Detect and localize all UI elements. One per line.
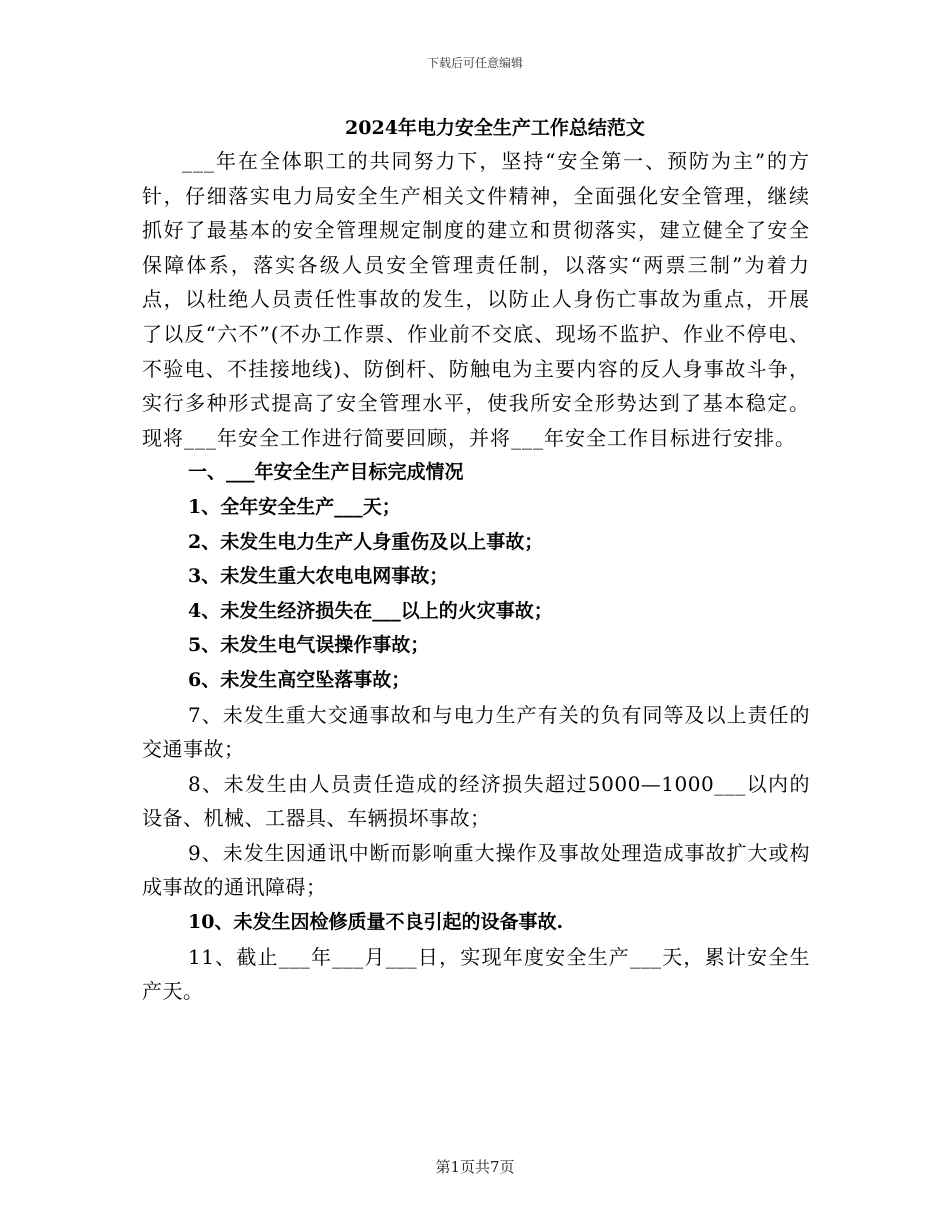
list-item: 11、截止___年___月___日，实现年度安全生产___天，累计安全生产天。 (142, 944, 810, 1004)
list-item: 6、未发生高空坠落事故； (188, 668, 411, 691)
document-title: 2024年电力安全生产工作总结范文 (345, 117, 645, 139)
list-item: 10、未发生因检修质量不良引起的设备事故. (188, 911, 564, 934)
intro-paragraph: ___年在全体职工的共同努力下，坚持“安全第一、预防为主”的方针，仔细落实电力局安全生产相关文件精神，全面强化安全管理，继续抓好了最基本的安全管理规定制度的建立和贯彻落实，建立健全了安全保障体系，落实各级人员安全管理责任制，以落实“两票三制”为着力点，以杜绝人员责任性事故的发生，以防止人身伤亡事故为重点，开展了以反“六不”(不办工作票、作业前不交底、现场不监护、作业不停电、不验电、不挂接地线)、防倒杆、防触电为主要内容的反人身事故斗争，实行多种形式提高了安全管理水平，使我所安全形势达到了基本稳定。现将___年安全工作进行简要回顾，并将___年安全工作目标进行安排。 (142, 149, 810, 450)
page-footer: 第1页共7页 (435, 1158, 515, 1176)
list-item: 5、未发生电气误操作事故； (188, 634, 430, 657)
page-header: 下载后可任意编辑 (426, 56, 523, 70)
list-item: 2、未发生电力生产人身重伤及以上事故； (188, 530, 544, 553)
document-body (142, 112, 810, 1009)
list-item: 9、未发生因通讯中断而影响重大操作及事故处理造成事故扩大或构成事故的通讯障碍； (142, 840, 810, 900)
list-item: 8、未发生由人员责任造成的经济损失超过5000—1000___以内的设备、机械、工器具、车辆损坏事故； (142, 771, 810, 831)
list-item: 7、未发生重大交通事故和与电力生产有关的负有同等及以上责任的交通事故； (142, 702, 810, 762)
list-item: 4、未发生经济损失在___以上的火灾事故； (188, 599, 553, 622)
list-item: 1、全年安全生产___天； (188, 495, 401, 518)
list-item: 3、未发生重大农电电网事故； (188, 565, 449, 588)
section-heading: 一、___年安全生产目标完成情况 (188, 461, 464, 484)
